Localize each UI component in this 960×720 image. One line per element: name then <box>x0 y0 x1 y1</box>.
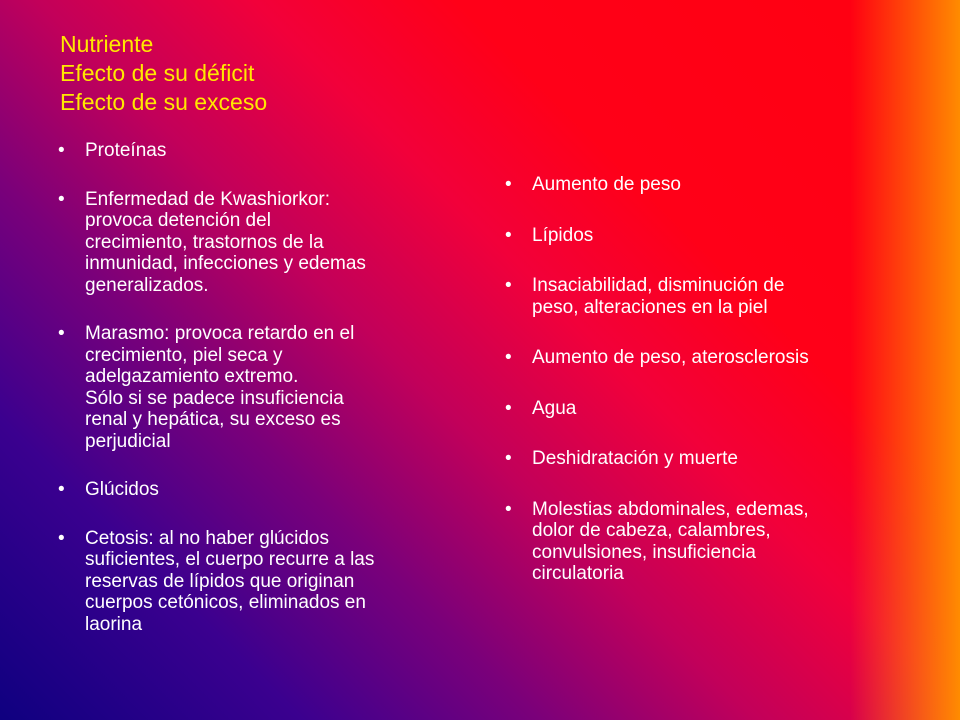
bullet-item-deshidratacion: • Deshidratación y muerte <box>505 448 925 470</box>
title-line-nutriente: Nutriente <box>60 31 154 57</box>
bullet-item-insaciabilidad: • Insaciabilidad, disminución de peso, alteraciones en la piel <box>505 275 925 318</box>
bullet-item-proteinas: • Proteínas <box>58 140 468 162</box>
slide-title <box>60 30 267 117</box>
left-bullet-list <box>58 140 468 662</box>
bullet-item-agua: • Agua <box>505 398 925 420</box>
bullet-item-lipidos: • Lípidos <box>505 225 925 247</box>
bullet-item-cetosis: • Cetosis: al no haber glúcidos suficientes, el cuerpo recurre a las reservas de lípidos que originan cuerpos cetónicos, eliminados en laorina <box>58 528 468 636</box>
bullet-item-glucidos: • Glúcidos <box>58 479 468 501</box>
title-line-deficit: Efecto de su déficit <box>60 60 255 86</box>
bullet-item-kwashiorkor: • Enfermedad de Kwashiorkor: provoca detención del crecimiento, trastornos de la inmunidad, infecciones y edemas generalizados. <box>58 189 468 297</box>
bullet-item-aumento-peso: • Aumento de peso <box>505 174 925 196</box>
bullet-item-molestias: • Molestias abdominales, edemas, dolor de cabeza, calambres, convulsiones, insuficiencia circulatoria <box>505 499 925 585</box>
bullet-item-aterosclerosis: • Aumento de peso, aterosclerosis <box>505 347 925 369</box>
right-bullet-list <box>505 174 925 614</box>
bullet-item-marasmo: • Marasmo: provoca retardo en el crecimiento, piel seca y adelgazamiento extremo. Sólo si se padece insuficiencia renal y hepática, su exceso es perjudicial <box>58 323 468 452</box>
title-line-exceso: Efecto de su exceso <box>60 89 268 115</box>
